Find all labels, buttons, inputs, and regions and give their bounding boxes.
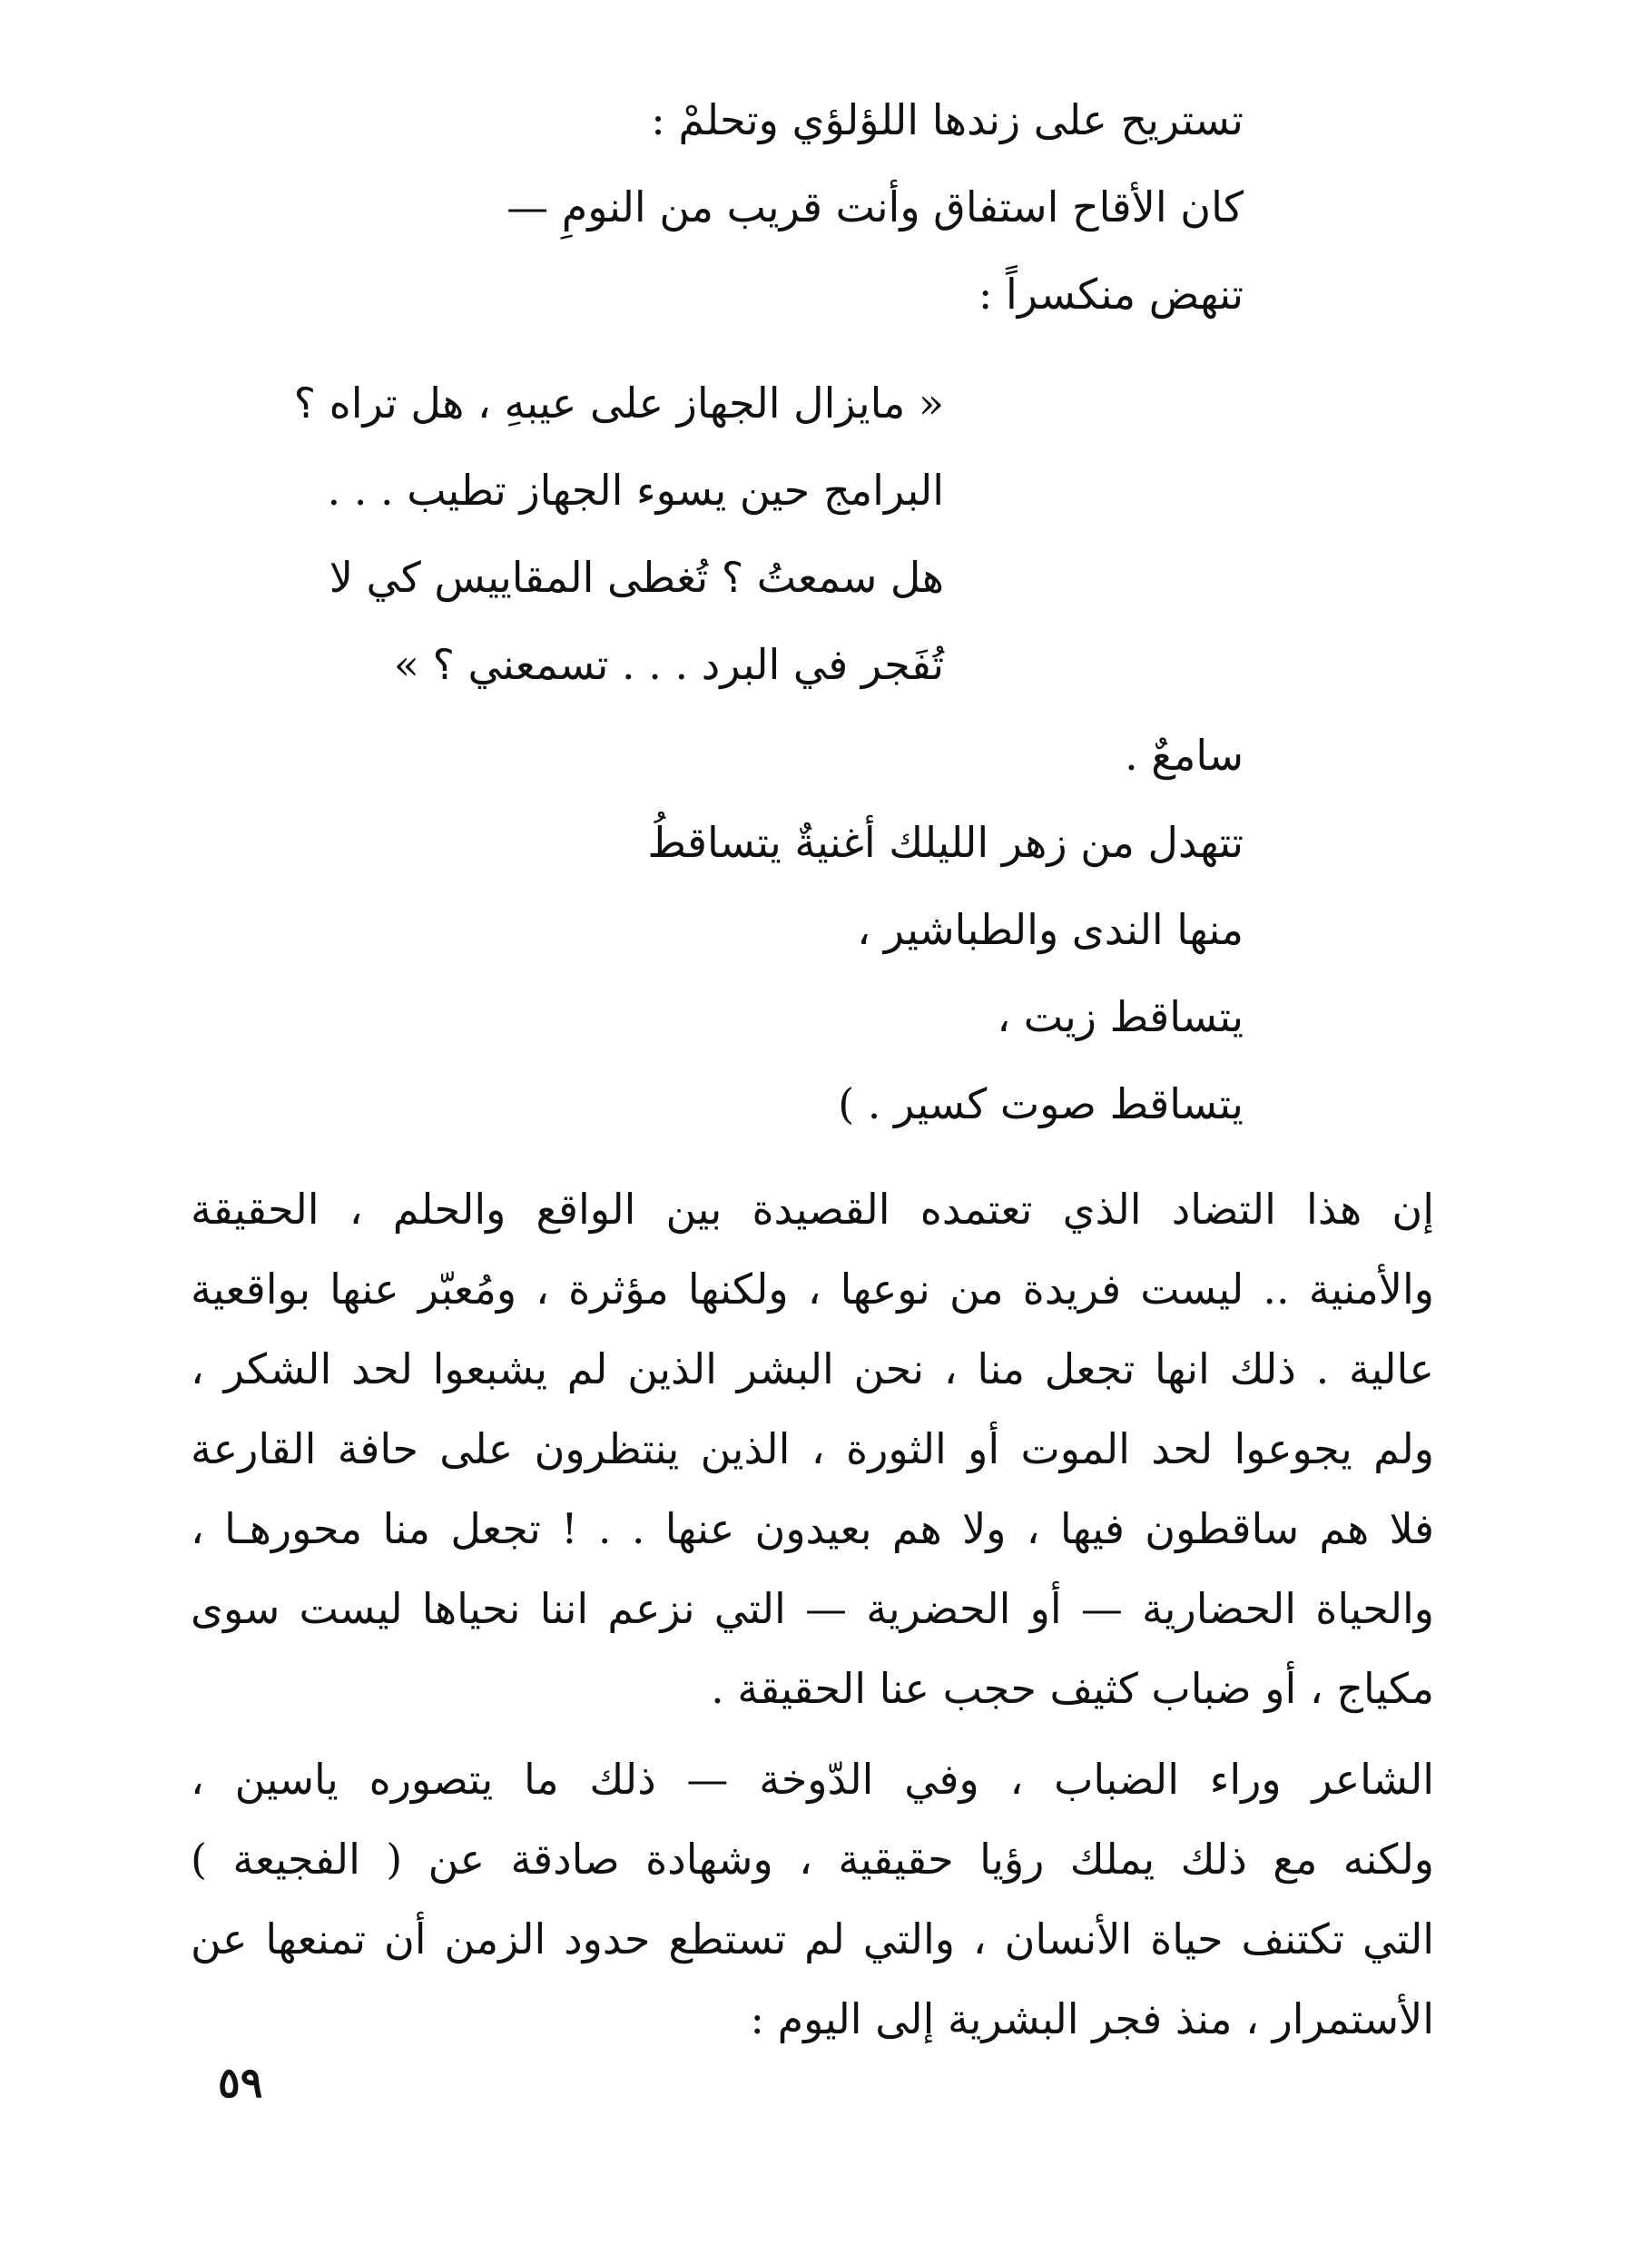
poem-line: تنهض منكسراً : bbox=[978, 270, 1244, 319]
paragraph-line: فلا هم ساقطون فيها ، ولا هم بعيدون عنها . . ! تجعل منا محورهـا ، bbox=[191, 1504, 1434, 1553]
quote-line: البرامج حين يسوء الجهاز تطيب . . . bbox=[327, 466, 944, 515]
poem-line: سامعٌ . bbox=[1125, 731, 1244, 780]
quote-line: هل سمعتُ ؟ تُغطى المقاييس كي لا bbox=[329, 553, 944, 602]
paragraph-line: والحياة الحضارية — أو الحضرية — التي نزعم اننا نحياها ليست سوى bbox=[191, 1584, 1434, 1633]
quote-line: « مايزال الجهاز على عيبهِ ، هل تراه ؟ bbox=[293, 379, 944, 428]
paragraph-line: الشاعر وراء الضباب ، وفي الدّوخة — ذلك ما يتصوره ياسين ، bbox=[191, 1755, 1434, 1804]
paragraph-line: والأمنية .. ليست فريدة من نوعها ، ولكنها مؤثرة ، ومُعبّر عنها بواقعية bbox=[191, 1265, 1434, 1314]
page-number: ٥٩ bbox=[218, 2058, 263, 2107]
poem-line: منها الندى والطباشير ، bbox=[857, 905, 1244, 954]
poem-line: كان الأقاح استفاق وأنت قريب من النومِ — bbox=[506, 182, 1244, 231]
paragraph-line: ولم يجوعوا لحد الموت أو الثورة ، الذين ينتظرون على حافة القارعة bbox=[191, 1424, 1434, 1473]
paragraph-line: عالية . ذلك انها تجعل منا ، نحن البشر الذين لم يشبعوا لحد الشكر ، bbox=[191, 1344, 1434, 1393]
paragraph-line: إن هذا التضاد الذي تعتمده القصيدة بين الواقع والحلم ، الحقيقة bbox=[191, 1185, 1434, 1234]
poem-line: يتساقط زيت ، bbox=[997, 992, 1244, 1041]
paragraph-line: التي تكتنف حياة الأنسان ، والتي لم تستطع حدود الزمن أن تمنعها عن bbox=[191, 1914, 1434, 1964]
paragraph-line: الأستمرار ، منذ فجر البشرية إلى اليوم : bbox=[750, 1994, 1434, 2043]
poem-line: تتهدل من زهر الليلك أغنيةٌ يتساقطُ bbox=[647, 818, 1244, 867]
poem-line: تستريح على زندها اللؤلؤي وتحلمْ : bbox=[651, 95, 1244, 144]
paragraph-line: ولكنه مع ذلك يملك رؤيا حقيقية ، وشهادة صادقة عن ( الفجيعة ) bbox=[191, 1835, 1434, 1884]
quote-line: تُفَجر في البرد . . . تسمعني ؟ » bbox=[393, 640, 944, 689]
paragraph-line: مكياج ، أو ضباب كثيف حجب عنا الحقيقة . bbox=[711, 1664, 1434, 1713]
poem-line: يتساقط صوت كسير . ) bbox=[838, 1079, 1244, 1128]
